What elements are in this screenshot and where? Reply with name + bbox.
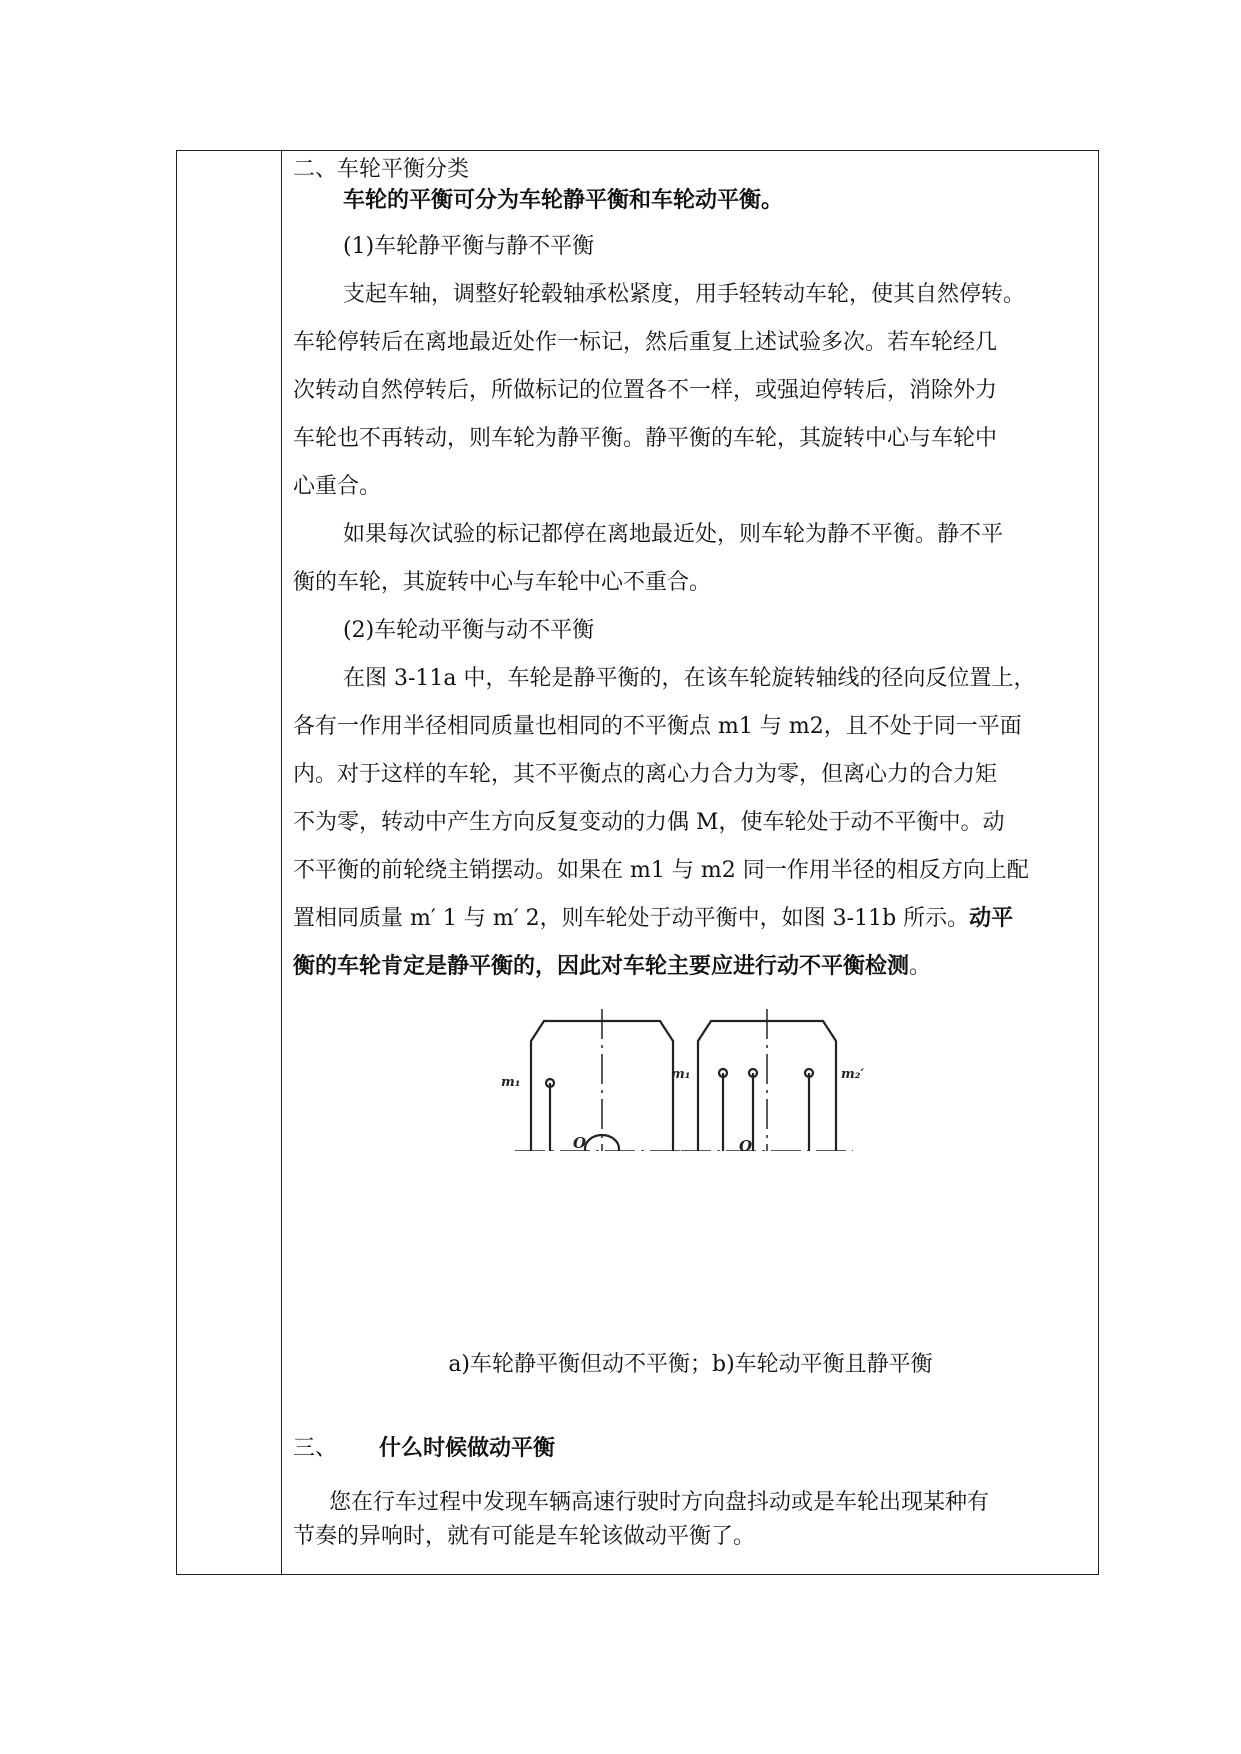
paragraph-line: 衡的车轮，其旋转中心与车轮中心不重合。 bbox=[293, 570, 712, 595]
figure-caption: a)车轮静平衡但动不平衡；b)车轮动平衡且静平衡 bbox=[448, 1352, 933, 1377]
paragraph-line: 车轮停转后在离地最近处作一标记，然后重复上述试验多次。若车轮经几 bbox=[293, 330, 998, 355]
paragraph-text: 。 bbox=[909, 954, 932, 979]
paragraph-line: 不为零，转动中产生方向反复变动的力偶 M，使车轮处于动不平衡中。动 bbox=[293, 810, 1005, 835]
diagram-a bbox=[515, 1009, 687, 1151]
paragraph-line: 节奏的异响时，就有可能是车轮该做动平衡了。 bbox=[293, 1524, 756, 1549]
paragraph-line: 支起车轴，调整好轮毂轴承松紧度，用手轻转动车轮，使其自然停转。 bbox=[343, 282, 1026, 307]
column-divider bbox=[281, 151, 282, 1574]
paragraph-line: 不平衡的前轮绕主销摆动。如果在 m1 与 m2 同一作用半径的相反方向上配 bbox=[293, 858, 1029, 883]
label-o-a: O bbox=[573, 1134, 587, 1151]
paragraph-line: 内。对于这样的车轮，其不平衡点的离心力合力为零，但离心力的合力矩 bbox=[293, 762, 998, 787]
paragraph-line: 车轮也不再转动，则车轮为静平衡。静平衡的车轮，其旋转中心与车轮中 bbox=[293, 426, 998, 451]
section2-intro: 车轮的平衡可分为车轮静平衡和车轮动平衡。 bbox=[343, 188, 784, 213]
paragraph-text: 置相同质量 m′ 1 与 m′ 2，则车轮处于动平衡中，如图 3-11b 所示。 bbox=[293, 906, 970, 931]
label-m1-a: m₁ bbox=[501, 1075, 521, 1090]
emphasis-text: 衡的车轮肯定是静平衡的，因此对车轮主要应进行动不平衡检测 bbox=[293, 954, 910, 979]
paragraph-line: 您在行车过程中发现车辆高速行驶时方向盘抖动或是车轮出现某种有 bbox=[329, 1490, 990, 1515]
paragraph-line: 次转动自然停转后，所做标记的位置各不一样，或强迫停转后，消除外力 bbox=[293, 378, 998, 403]
diagram-b bbox=[681, 1009, 853, 1151]
section2-heading: 二、车轮平衡分类 bbox=[293, 157, 470, 182]
content-table bbox=[176, 150, 1099, 1575]
label-m1-b: m₁ bbox=[671, 1067, 691, 1082]
section3-heading: 什么时候做动平衡 bbox=[379, 1436, 556, 1461]
section3-heading-number: 三、 bbox=[293, 1436, 338, 1461]
paragraph-line: 心重合。 bbox=[293, 474, 382, 499]
emphasis-text: 动平 bbox=[969, 906, 1014, 931]
label-m2p-b: m₂′ bbox=[841, 1067, 864, 1082]
paragraph-line: 在图 3-11a 中，车轮是静平衡的，在该车轮旋转轴线的径向反位置上， bbox=[343, 666, 1036, 691]
sub1-title: (1)车轮静平衡与静不平衡 bbox=[343, 234, 595, 259]
label-o-b: O bbox=[739, 1137, 753, 1151]
sub2-title: (2)车轮动平衡与动不平衡 bbox=[343, 618, 595, 643]
wheel-balance-figure bbox=[293, 151, 1088, 1151]
paragraph-line: 如果每次试验的标记都停在离地最近处，则车轮为静不平衡。静不平 bbox=[343, 522, 1004, 547]
wheel-outline-b bbox=[698, 1021, 836, 1151]
paragraph-line: 各有一作用半径相同质量也相同的不平衡点 m1 与 m2，且不处于同一平面 bbox=[293, 714, 1022, 739]
